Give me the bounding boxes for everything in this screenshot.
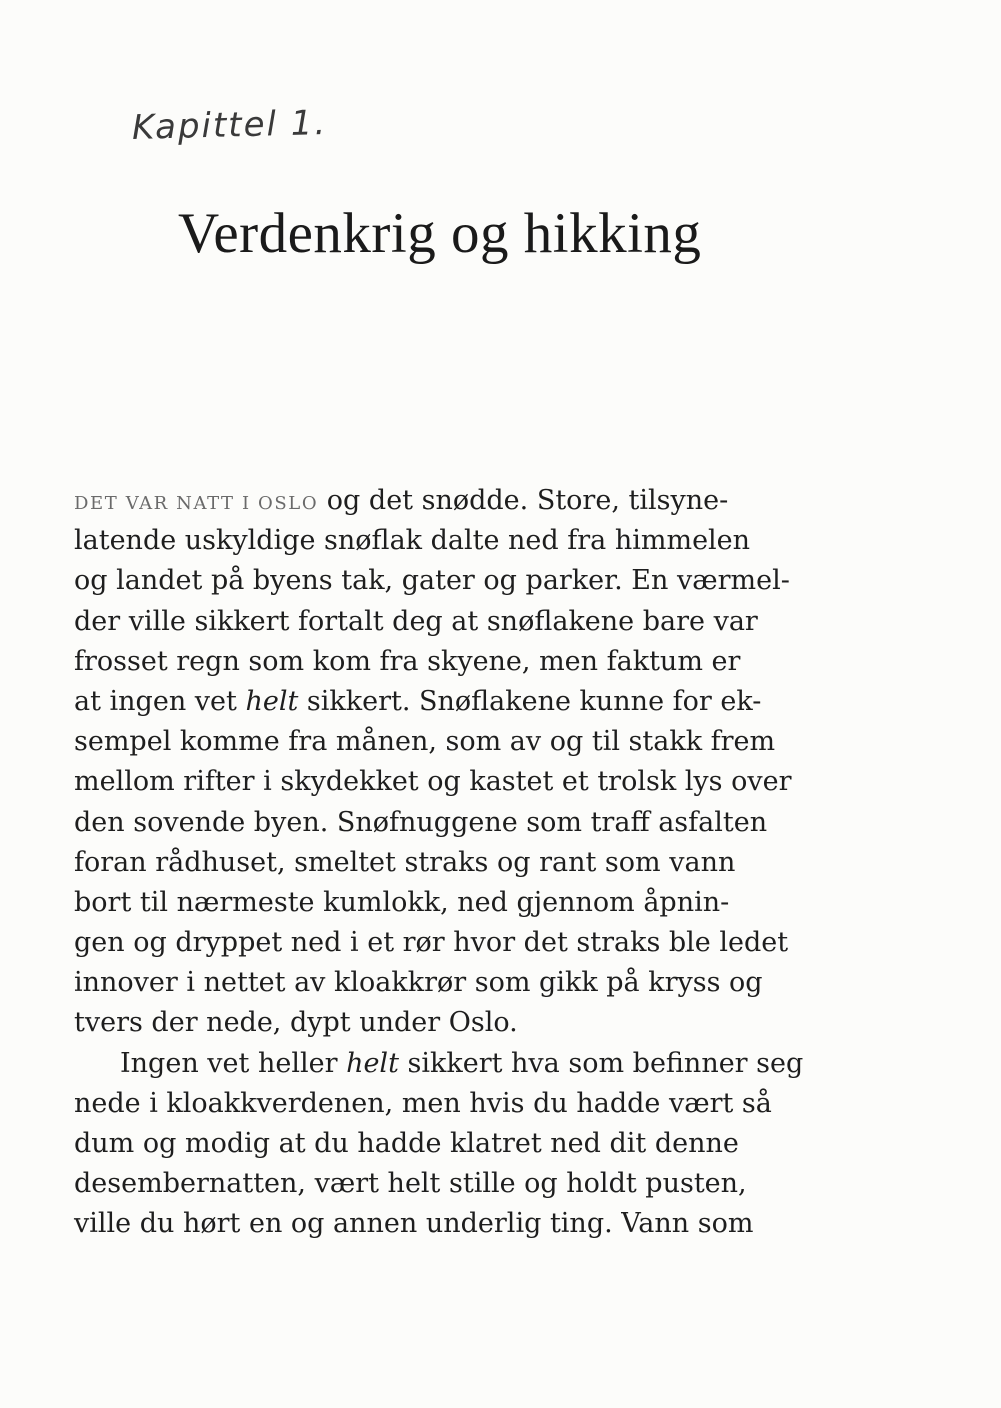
text-line: innover i nettet av kloakkrør som gikk på kryss og bbox=[74, 967, 763, 999]
text-line: og landet på byens tak, gater og parker. En værmel- bbox=[74, 565, 790, 597]
text-line: tvers der nede, dypt under Oslo. bbox=[74, 1007, 518, 1039]
text-line: at ingen vet helt sikkert. Snøflakene kunne for ek- bbox=[74, 685, 762, 717]
text-line: mellom rifter i skydekket og kastet et trolsk lys over bbox=[74, 766, 792, 798]
text-line: sempel komme fra månen, som av og til stakk frem bbox=[74, 726, 776, 758]
text-line: ville du hørt en og annen underlig ting. Vann som bbox=[74, 1208, 754, 1240]
text-line: gen og dryppet ned i et rør hvor det straks ble ledet bbox=[74, 927, 789, 959]
text-line: frosset regn som kom fra skyene, men faktum er bbox=[74, 645, 741, 677]
emphasis: helt bbox=[245, 685, 299, 717]
text-line: dum og modig at du hadde klatret ned dit denne bbox=[74, 1128, 739, 1159]
text-line: latende uskyldige snøflak dalte ned fra himmelen bbox=[74, 525, 751, 557]
chapter-title: Verdenkrig og hikking bbox=[178, 202, 702, 265]
handwritten-chapter-note: Kapittel 1. bbox=[131, 102, 328, 148]
text-line: foran rådhuset, smeltet straks og rant som vann bbox=[74, 846, 736, 878]
text-line: desembernatten, vært helt stille og holdt pusten, bbox=[74, 1168, 747, 1200]
opening-smallcaps: DET VAR NATT I OSLO bbox=[74, 493, 319, 514]
text-line: Ingen vet heller helt sikkert hva som befinner seg bbox=[120, 1047, 804, 1079]
text-line: nede i kloakkverdenen, men hvis du hadde vært så bbox=[74, 1087, 772, 1119]
text-line: DET VAR NATT I OSLO og det snødde. Store, tilsyne- bbox=[74, 485, 729, 516]
text-line: bort til nærmeste kumlokk, ned gjennom åpnin- bbox=[74, 886, 730, 918]
text-line: der ville sikkert fortalt deg at snøflakene bare var bbox=[74, 605, 758, 637]
emphasis: helt bbox=[346, 1047, 399, 1079]
text-line: den sovende byen. Snøfnuggene som traff asfalten bbox=[74, 806, 768, 838]
body-text bbox=[74, 481, 834, 1245]
